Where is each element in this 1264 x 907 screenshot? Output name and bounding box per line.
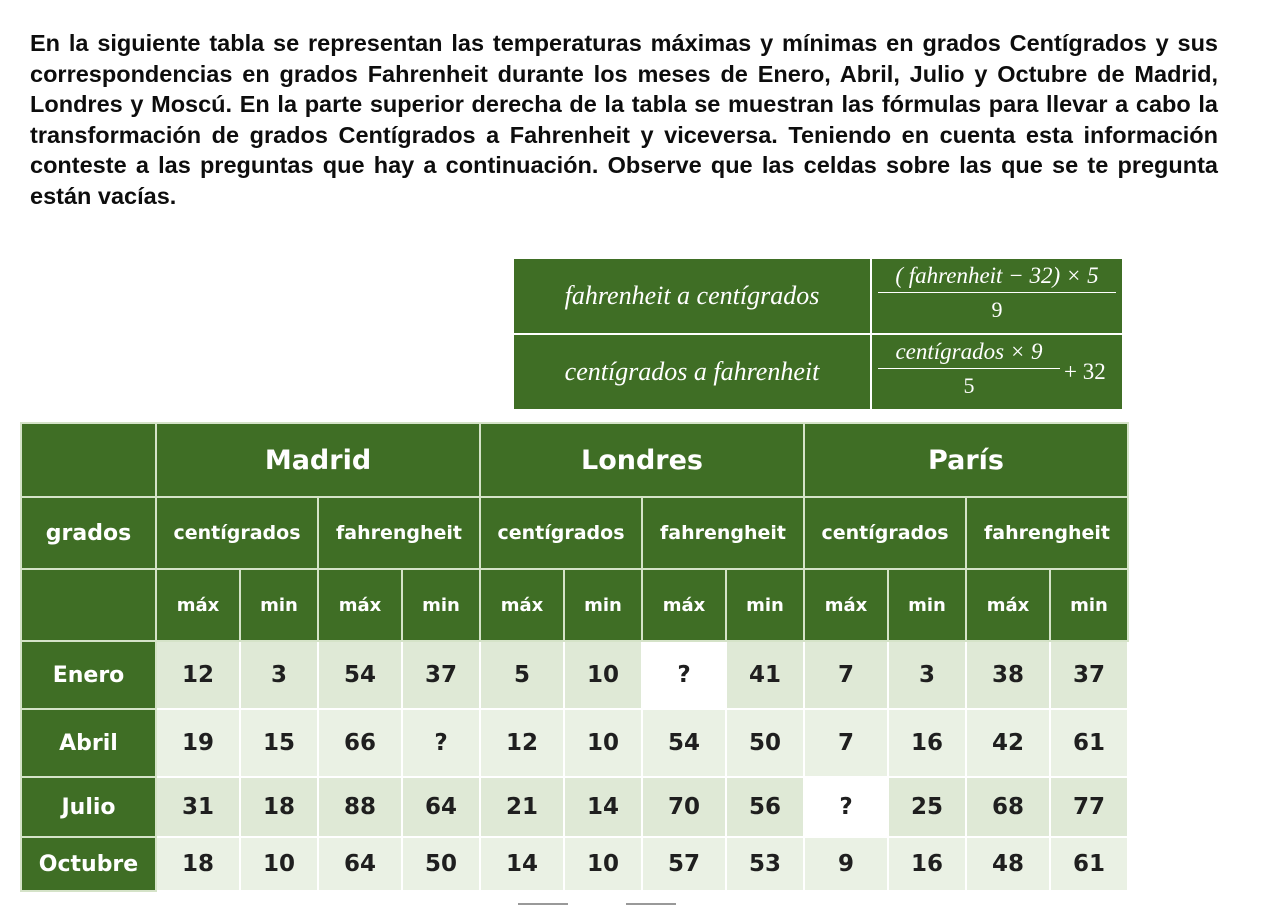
value-cell: 10 — [564, 641, 642, 709]
maxmin-cell: máx — [480, 569, 564, 641]
value-cell: 48 — [966, 837, 1050, 891]
city-paris: París — [804, 423, 1128, 497]
value-cell: 10 — [564, 709, 642, 777]
question-cell: ? — [402, 709, 480, 777]
question-cell: ? — [804, 777, 888, 837]
value-cell: 77 — [1050, 777, 1128, 837]
f-to-c-numerator: ( fahrenheit − 32) × 5 — [878, 263, 1116, 293]
city-londres: Londres — [480, 423, 804, 497]
maxmin-cell: máx — [156, 569, 240, 641]
divider-dash — [626, 903, 676, 905]
temperature-table — [20, 422, 1129, 892]
city-madrid: Madrid — [156, 423, 480, 497]
maxmin-cell: min — [240, 569, 318, 641]
c-to-f-numerator: centígrados × 9 — [878, 339, 1060, 369]
grados-label: grados — [21, 497, 156, 569]
value-cell: 64 — [402, 777, 480, 837]
value-cell: 64 — [318, 837, 402, 891]
month-label: Julio — [21, 777, 156, 837]
value-cell: 53 — [726, 837, 804, 891]
value-cell: 88 — [318, 777, 402, 837]
month-label: Abril — [21, 709, 156, 777]
value-cell: 18 — [240, 777, 318, 837]
value-cell: 7 — [804, 709, 888, 777]
value-cell: 54 — [318, 641, 402, 709]
value-cell: 37 — [402, 641, 480, 709]
value-cell: 50 — [726, 709, 804, 777]
c-to-f-fraction — [878, 339, 1060, 400]
value-cell: 19 — [156, 709, 240, 777]
value-cell: 70 — [642, 777, 726, 837]
value-cell: 54 — [642, 709, 726, 777]
question-cell: ? — [642, 641, 726, 709]
c-to-f-formula — [871, 334, 1123, 410]
empty-header-cell — [21, 569, 156, 641]
c-to-f-denominator: 5 — [963, 373, 975, 398]
value-cell: 16 — [888, 709, 966, 777]
maxmin-cell: máx — [966, 569, 1050, 641]
f-to-c-denominator: 9 — [991, 297, 1003, 322]
maxmin-cell: min — [1050, 569, 1128, 641]
value-cell: 7 — [804, 641, 888, 709]
value-cell: 25 — [888, 777, 966, 837]
maxmin-cell: min — [726, 569, 804, 641]
value-cell: 10 — [240, 837, 318, 891]
corner-cell — [21, 423, 156, 497]
maxmin-cell: min — [888, 569, 966, 641]
month-label: Octubre — [21, 837, 156, 891]
formula-row-c-to-f — [513, 334, 1123, 410]
subheader-cell: fahrengheit — [966, 497, 1128, 569]
value-cell: 3 — [888, 641, 966, 709]
subheader-cell: centígrados — [804, 497, 966, 569]
value-cell: 15 — [240, 709, 318, 777]
value-cell: 12 — [480, 709, 564, 777]
value-cell: 38 — [966, 641, 1050, 709]
value-cell: 5 — [480, 641, 564, 709]
table-row-abril — [21, 709, 1128, 777]
maxmin-header-row — [21, 569, 1128, 641]
value-cell: 14 — [480, 837, 564, 891]
f-to-c-formula — [871, 258, 1123, 334]
subheader-cell: centígrados — [480, 497, 642, 569]
formula-box — [512, 257, 1124, 411]
subheader-cell: fahrengheit — [318, 497, 480, 569]
city-header-row — [21, 423, 1128, 497]
value-cell: 16 — [888, 837, 966, 891]
value-cell: 14 — [564, 777, 642, 837]
c-to-f-label: centígrados a fahrenheit — [513, 334, 871, 410]
c-to-f-plus: + 32 — [1064, 359, 1106, 384]
value-cell: 56 — [726, 777, 804, 837]
f-to-c-fraction — [878, 263, 1116, 324]
maxmin-cell: min — [402, 569, 480, 641]
value-cell: 50 — [402, 837, 480, 891]
f-to-c-label: fahrenheit a centígrados — [513, 258, 871, 334]
value-cell: 9 — [804, 837, 888, 891]
unit-header-row — [21, 497, 1128, 569]
formula-row-f-to-c — [513, 258, 1123, 334]
value-cell: 31 — [156, 777, 240, 837]
value-cell: 68 — [966, 777, 1050, 837]
value-cell: 41 — [726, 641, 804, 709]
table-row-octubre — [21, 837, 1128, 891]
value-cell: 61 — [1050, 709, 1128, 777]
value-cell: 66 — [318, 709, 402, 777]
value-cell: 57 — [642, 837, 726, 891]
table-row-julio — [21, 777, 1128, 837]
value-cell: 42 — [966, 709, 1050, 777]
maxmin-cell: máx — [318, 569, 402, 641]
value-cell: 37 — [1050, 641, 1128, 709]
subheader-cell: fahrengheit — [642, 497, 804, 569]
table-row-enero — [21, 641, 1128, 709]
value-cell: 21 — [480, 777, 564, 837]
maxmin-cell: máx — [804, 569, 888, 641]
intro-paragraph: En la siguiente tabla se representan las temperaturas máximas y mínimas en grados Centígrados y sus correspondencias en grados Fahrenheit durante los meses de Enero, Abril, Julio y Octubre de Madrid, Londres y Moscú. En la parte superior derecha de la tabla se muestran las fórmulas para llevar a cabo la transformación de grados Centígrados a Fahrenheit y viceversa. Teniendo en cuenta esta información conteste a las preguntas que hay a continuación. Observe que las celdas sobre las que se te pregunta están vacías. — [30, 30, 1218, 209]
maxmin-cell: min — [564, 569, 642, 641]
value-cell: 12 — [156, 641, 240, 709]
value-cell: 3 — [240, 641, 318, 709]
month-label: Enero — [21, 641, 156, 709]
maxmin-cell: máx — [642, 569, 726, 641]
value-cell: 10 — [564, 837, 642, 891]
value-cell: 18 — [156, 837, 240, 891]
value-cell: 61 — [1050, 837, 1128, 891]
subheader-cell: centígrados — [156, 497, 318, 569]
divider-dash — [518, 903, 568, 905]
